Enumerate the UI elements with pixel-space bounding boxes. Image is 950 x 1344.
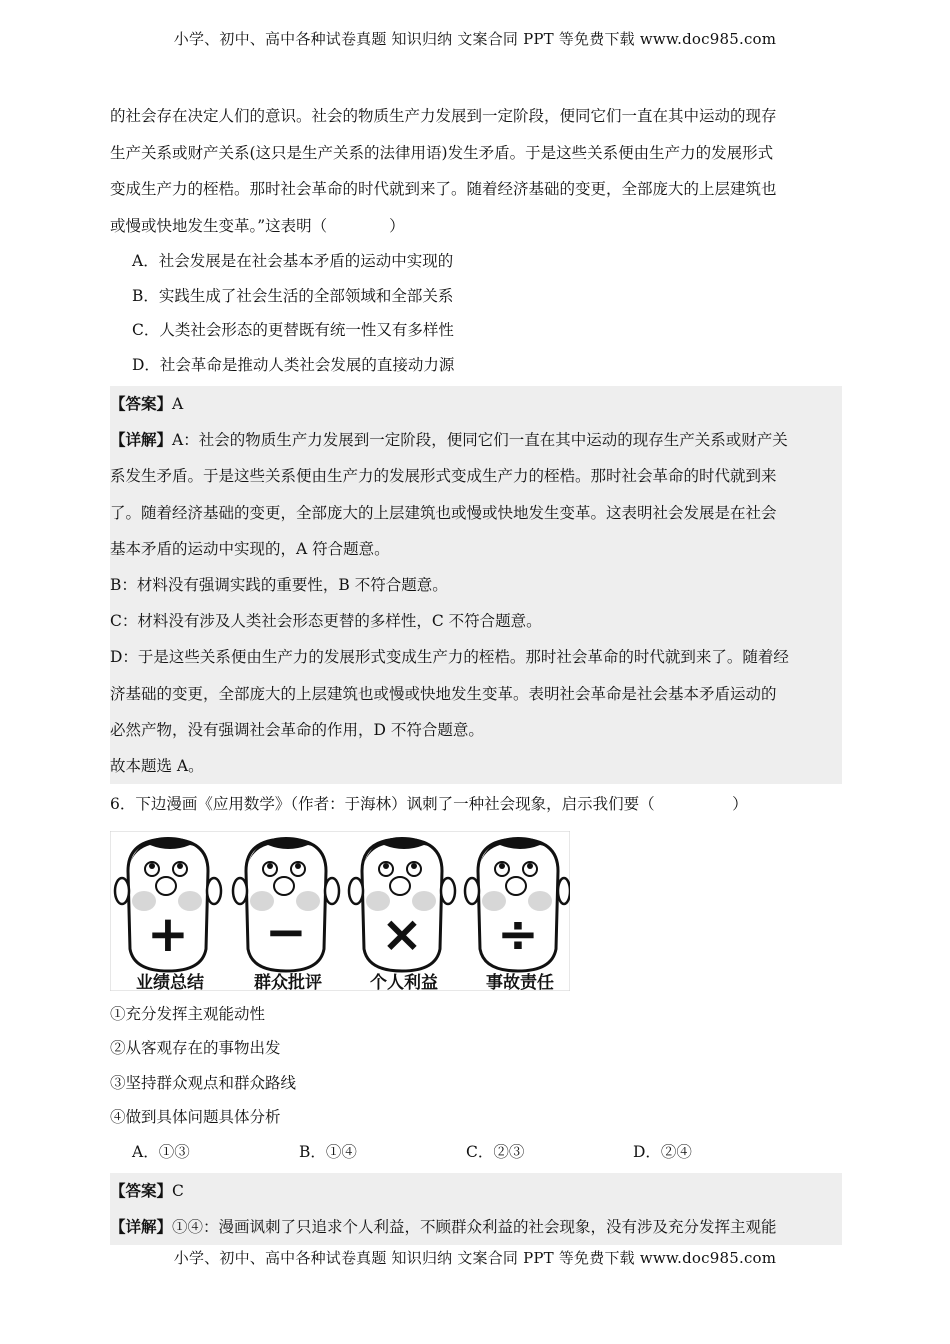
q5-conclusion: 故本题选 A。: [110, 756, 204, 775]
q6-statement-1: ①充分发挥主观能动性: [110, 1004, 266, 1023]
symbol-divide: ÷: [497, 904, 539, 963]
q6-choices: [110, 1135, 842, 1169]
q5-detail-line: 了。随着经济基础的变更，全部庞大的上层建筑也或慢或快地发生变革。这表明社会发展是在社会: [110, 503, 777, 522]
q6-answer-box: [110, 1173, 842, 1245]
face-4: [465, 837, 570, 971]
q5-detail-label: 【详解】: [110, 430, 173, 450]
q5-detail-line: 系发生矛盾。于是这些关系便由生产力的发展形式变成生产力的桎梏。那时社会革命的时代就到来: [110, 467, 777, 486]
q6-choice-b: B．①④: [299, 1142, 357, 1161]
caption-interest: 个人利益: [370, 972, 438, 991]
cartoon-image: [110, 831, 570, 991]
q5-answer-box: [110, 386, 842, 784]
q6-detail-label: 【详解】: [110, 1216, 173, 1236]
q6-answer-line: [110, 1173, 842, 1209]
q6-answer-label: 【答案】: [110, 1180, 173, 1200]
q5-answer-value: A: [172, 395, 184, 413]
q6-statement-4: ④做到具体问题具体分析: [110, 1108, 281, 1127]
face-1: [115, 837, 221, 971]
q6-answer-value: C: [172, 1181, 184, 1200]
cartoon-svg: [110, 831, 570, 991]
q5-option-d: D．社会革命是推动人类社会发展的直接动力源: [132, 355, 455, 374]
face-3: [349, 837, 455, 971]
caption-responsibility: 事故责任: [486, 972, 554, 991]
q5-detail-line: B：材料没有强调实践的重要性，B 不符合题意。: [110, 575, 448, 594]
q5-stem-line: 生产关系或财产关系(这只是生产关系的法律用语)发生矛盾。于是这些关系便由生产力的发展形式: [110, 143, 774, 162]
q6-detail-first: ①④：漫画讽刺了只追求个人利益，不顾群众利益的社会现象，没有涉及充分发挥主观能: [172, 1217, 777, 1236]
q6-choice-a: A．①③: [132, 1142, 190, 1161]
q5-detail-line: C：材料没有涉及人类社会形态更替的多样性，C 不符合题意。: [110, 612, 542, 631]
page-header: 小学、初中、高中各种试卷真题 知识归纳 文案合同 PPT 等免费下载 www.doc985.com: [173, 30, 777, 48]
q5-option-a: A．社会发展是在社会基本矛盾的运动中实现的: [132, 252, 454, 270]
page-footer: 小学、初中、高中各种试卷真题 知识归纳 文案合同 PPT 等免费下载 www.doc985.com: [173, 1249, 777, 1267]
q5-stem-line: 或慢或快地发生变革。”这表明（ ）: [110, 216, 405, 235]
symbol-multiply: ×: [381, 904, 423, 963]
q6-statement-3: ③坚持群众观点和群众路线: [110, 1073, 297, 1092]
q5-stem-line: 变成生产力的桎梏。那时社会革命的时代就到来了。随着经济基础的变更，全部庞大的上层建筑也: [110, 180, 777, 198]
q6-statement-2: ②从客观存在的事物出发: [110, 1039, 281, 1058]
symbol-minus: −: [265, 902, 307, 961]
q5-detail-first: A：社会的物质生产力发展到一定阶段，便同它们一直在其中运动的现存生产关系或财产关: [172, 431, 788, 450]
q5-detail-line: 济基础的变更，全部庞大的上层建筑也或慢或快地发生变革。表明社会革命是社会基本矛盾运动的: [110, 684, 777, 703]
q5-answer-line: [110, 386, 842, 422]
q6-choice-d: D．②④: [633, 1142, 692, 1161]
q6-stem: 6．下边漫画《应用数学》（作者：于海林）讽刺了一种社会现象，启示我们要（ ）: [110, 795, 748, 814]
symbol-plus: +: [147, 904, 189, 963]
q5-detail-line: 必然产物，没有强调社会革命的作用，D 不符合题意。: [110, 720, 484, 739]
q5-answer-label: 【答案】: [110, 394, 173, 413]
q5-option-c: C．人类社会形态的更替既有统一性又有多样性: [132, 321, 454, 339]
page-content: [110, 98, 842, 1245]
q5-detail-line: 基本矛盾的运动中实现的，A 符合题意。: [110, 539, 390, 558]
q6-detail-line: [110, 1209, 842, 1245]
q5-detail-line: D：于是这些关系便由生产力的发展形式变成生产力的桎梏。那时社会革命的时代就到来了。随着经: [110, 648, 789, 667]
face-2: [233, 837, 339, 971]
caption-criticism: 群众批评: [254, 972, 322, 991]
q5-option-b: B．实践生成了社会生活的全部领域和全部关系: [132, 286, 454, 305]
q5-detail-line: [110, 422, 842, 458]
q6-choice-c: C．②③: [466, 1142, 525, 1161]
q5-stem-line: 的社会存在决定人们的意识。社会的物质生产力发展到一定阶段，便同它们一直在其中运动的现存: [110, 107, 777, 125]
caption-performance: 业绩总结: [136, 972, 204, 991]
